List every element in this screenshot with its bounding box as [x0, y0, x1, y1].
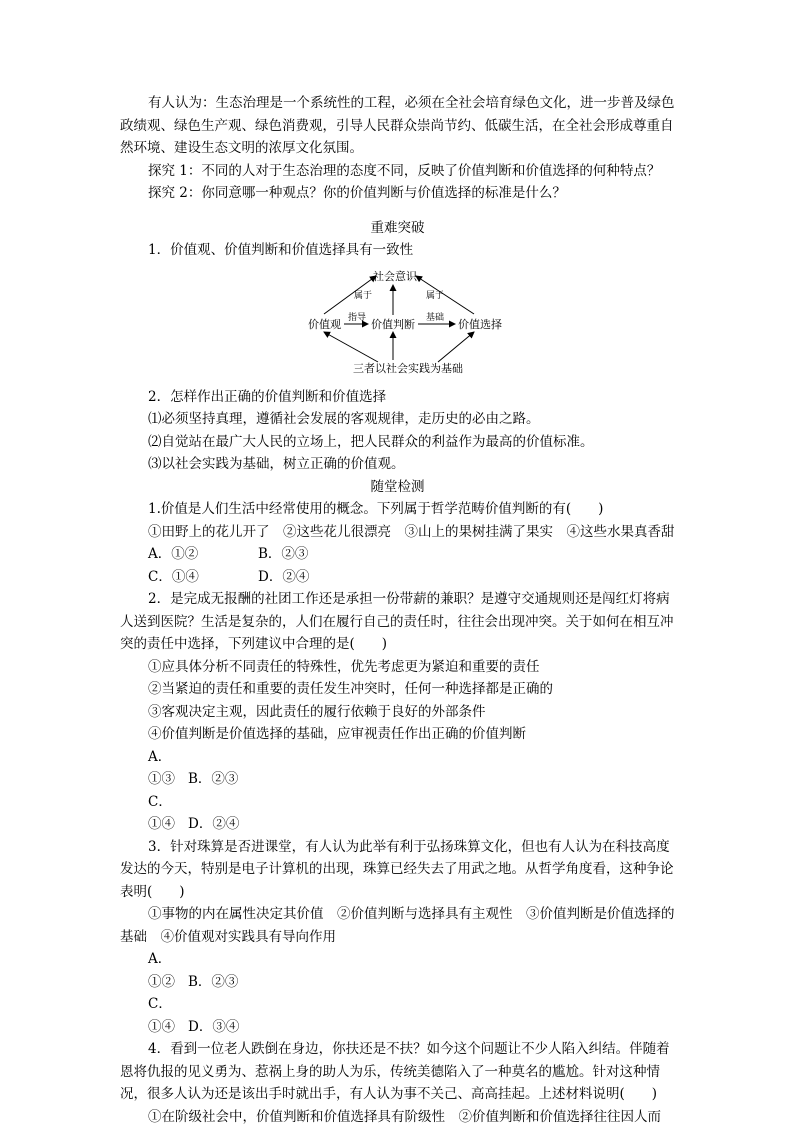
question-3-choices: ①事物的内在属性决定其价值 ②价值判断与选择具有主观性 ③价值判断是价值选择的基础 ④价值观对实践具有导向作用 [120, 903, 675, 948]
point-2-heading: 2．怎样作出正确的价值判断和价值选择 [120, 386, 675, 409]
question-2-stem: 2．是完成无报酬的社团工作还是承担一份带薪的兼职？是遵守交通规则还是闯红灯将病人送到医院？生活是复杂的，人们在履行自己的责任时，往往会出现冲突。关于如何在相互冲突的责任中选择，下列建议中合理的是( ) [120, 588, 675, 656]
inquiry-1: 探究 1：不同的人对于生态治理的态度不同，反映了价值判断和价值选择的何种特点？ [120, 160, 675, 183]
arrow-choice-to-consciousness [416, 276, 474, 314]
question-1-stem: 1.价值是人们生活中经常使用的概念。下列属于哲学范畴价值判断的有( ) [120, 498, 675, 521]
question-1-choices: ①田野上的花儿开了 ②这些花儿很漂亮 ③山上的果树挂满了果实 ④这些水果真香甜 [120, 521, 675, 544]
question-2-options-row-2 [120, 791, 675, 836]
option-d: D．②④ [188, 813, 239, 836]
question-3-options-row-2 [120, 993, 675, 1038]
option-b: B．②③ [258, 543, 308, 566]
question-2-options-row-1 [120, 746, 675, 791]
label-belong-left: 属于 [354, 290, 372, 301]
question-1-options-row-2 [120, 566, 675, 589]
label-basis: 基础 [426, 311, 444, 323]
intro-paragraph: 有人认为：生态治理是一个系统性的工程，必须在全社会培育绿色文化，进一步普及绿色政绩观、绿色生产观、绿色消费观，引导人民群众崇尚节约、低碳生活，在全社会形成尊重自然环境、建设生态文明的浓厚文化氛围。 [120, 92, 675, 160]
option-b: B．②③ [188, 768, 238, 791]
point-2-item-3: ⑶以社会实践为基础，树立正确的价值观。 [120, 453, 675, 476]
question-4-choices: ①在阶级社会中，价值判断和价值选择具有阶级性 ②价值判断和价值选择往往因人而 [120, 1106, 675, 1128]
node-value-choice: 价值选择 [458, 317, 502, 331]
question-2-choice-3: ③客观决定主观，因此责任的履行依赖于良好的外部条件 [120, 701, 675, 724]
arrow-practice-to-values [324, 332, 378, 362]
option-c: C．①④ [148, 993, 188, 1038]
option-c: C．①④ [148, 566, 258, 589]
node-value-judgment: 价值判断 [371, 317, 415, 331]
question-2-choice-1: ①应具体分析不同责任的特殊性，优先考虑更为紧迫和重要的责任 [120, 656, 675, 679]
option-a: A．①② [148, 948, 188, 993]
question-3-stem: 3．针对珠算是否进课堂，有人认为此举有利于弘扬珠算文化，但也有人认为在科技高度发达的今天，特别是电子计算机的出现，珠算已经失去了用武之地。从哲学角度看，这种争论表明( ) [120, 836, 675, 904]
option-b: B．②③ [188, 971, 238, 994]
option-d: D．②④ [258, 566, 309, 589]
label-guide: 指导 [348, 311, 366, 323]
document-page [120, 92, 675, 1128]
question-3-options-row-1 [120, 948, 675, 993]
section-title-key-points: 重难突破 [120, 217, 675, 240]
option-a: A．①② [148, 543, 258, 566]
value-relationship-diagram [308, 268, 518, 378]
node-values: 价值观 [308, 317, 341, 331]
point-2-item-2: ⑵自觉站在最广大人民的立场上，把人民群众的利益作为最高的价值标准。 [120, 431, 675, 454]
node-social-consciousness: 社会意识 [373, 269, 418, 283]
inquiry-2: 探究 2：你同意哪一种观点？你的价值判断与价值选择的标准是什么？ [120, 182, 675, 205]
section-title-quiz: 随堂检测 [120, 476, 675, 499]
question-2-choice-2: ②当紧迫的责任和重要的责任发生冲突时，任何一种选择都是正确的 [120, 678, 675, 701]
option-d: D．③④ [188, 1016, 239, 1039]
point-1-heading: 1．价值观、价值判断和价值选择具有一致性 [120, 239, 675, 262]
question-4-stem: 4．看到一位老人跌倒在身边，你扶还是不扶？如今这个问题让不少人陷入纠结。伴随着恩将仇报的见义勇为、惹祸上身的助人为乐，传统美德陷入了一种莫名的尴尬。针对这种情况，很多人认为还是该出手时就出手，有人认为事不关己、高高挂起。上述材料说明( ) [120, 1038, 675, 1106]
option-a: A．①③ [148, 746, 188, 791]
question-2-choice-4: ④价值判断是价值选择的基础，应审视责任作出正确的价值判断 [120, 723, 675, 746]
label-belong-right: 属于 [426, 290, 444, 301]
arrow-practice-to-choice [438, 332, 474, 362]
point-2-item-1: ⑴必须坚持真理，遵循社会发展的客观规律，走历史的必由之路。 [120, 408, 675, 431]
node-social-practice: 三者以社会实践为基础 [353, 361, 463, 375]
option-c: C．①④ [148, 791, 188, 836]
question-1-options-row-1 [120, 543, 675, 566]
